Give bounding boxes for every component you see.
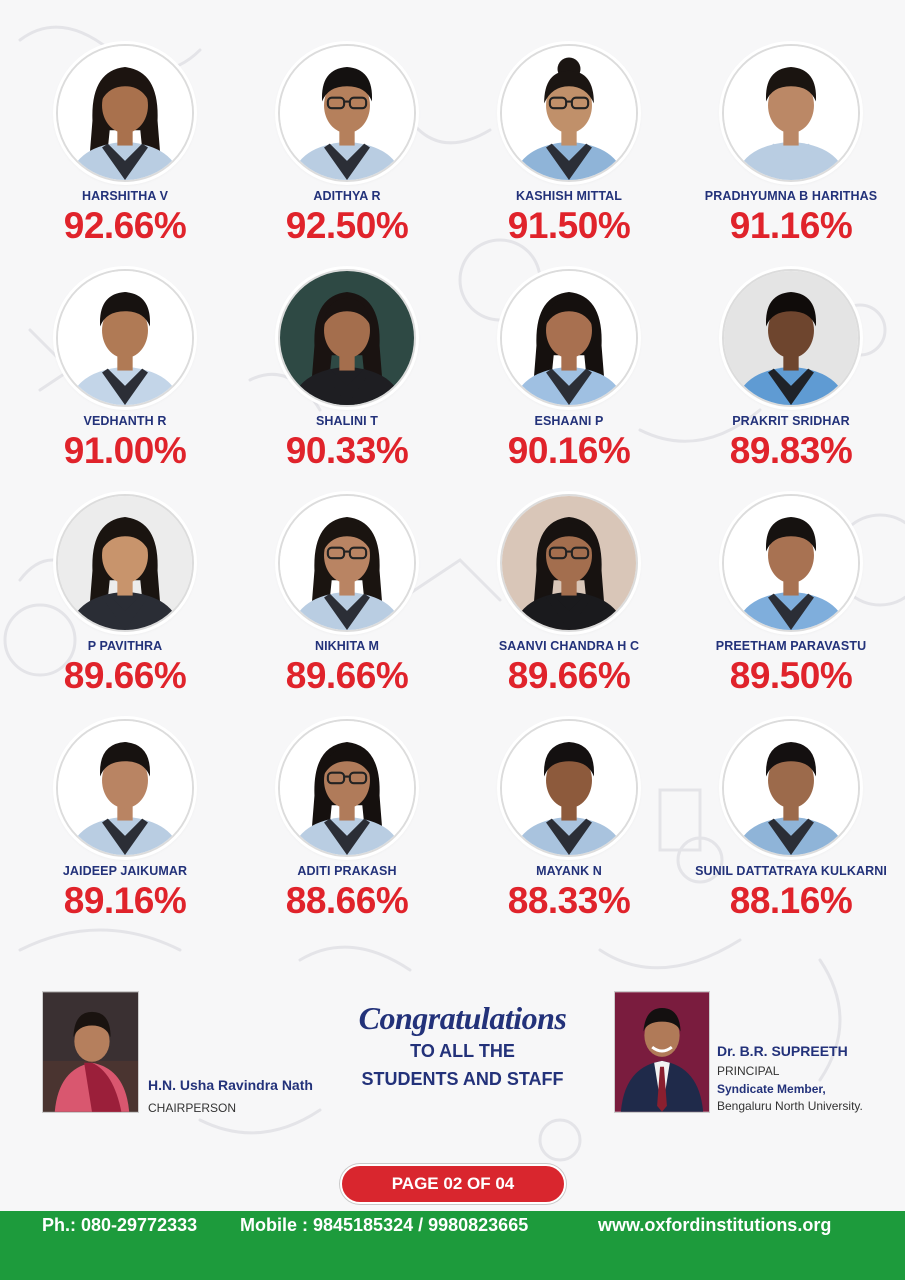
student-name: PRAKRIT SRIDHAR [732,414,850,428]
student-name: PREETHAM PARAVASTU [715,639,867,653]
chairperson-photo [42,991,139,1113]
principal-photo [614,991,710,1113]
student-card [458,719,680,944]
student-photo [500,269,638,407]
student-name: JAIDEEP JAIKUMAR [62,864,188,878]
student-photo [722,494,860,632]
student-photo [56,719,194,857]
student-name: ADITHYA R [313,189,381,203]
student-percentage: 92.50% [285,205,409,246]
student-photo [56,494,194,632]
student-percentage: 89.83% [729,430,853,471]
principal-role: PRINCIPAL [717,1064,780,1078]
congratulations-title: Congratulations [358,1000,567,1036]
student-photo [278,269,416,407]
student-photo [278,44,416,182]
student-grid [14,44,902,944]
student-photo [500,719,638,857]
student-photo [722,269,860,407]
chairperson-role: CHAIRPERSON [148,1101,237,1115]
principal-university: Bengaluru North University. [717,1099,863,1113]
congratulations-line-1: TO ALL THE [410,1041,515,1061]
student-photo [56,44,194,182]
student-photo [722,44,860,182]
principal-name: Dr. B.R. SUPREETH [717,1043,848,1059]
student-percentage: 89.66% [63,655,187,696]
student-name: KASHISH MITTAL [515,189,623,203]
student-card [680,269,902,494]
student-percentage: 90.33% [285,430,409,471]
student-name: SHALINI T [315,414,378,428]
page-indicator: PAGE 02 OF 04 [340,1164,566,1204]
chairperson-name: H.N. Usha Ravindra Nath [148,1077,313,1093]
student-percentage: 88.33% [507,880,631,921]
student-name: NIKHITA M [314,639,380,653]
footer-website[interactable]: www.oxfordinstitutions.org [598,1215,832,1235]
student-name: P PAVITHRA [87,639,163,653]
student-name: PRADHYUMNA B HARITHAS [704,189,878,203]
student-name: HARSHITHA V [81,189,169,203]
congratulations-block [330,1000,595,1093]
student-photo [56,269,194,407]
student-percentage: 89.66% [285,655,409,696]
student-card [680,719,902,944]
student-percentage: 90.16% [507,430,631,471]
student-name: SAANVI CHANDRA H C [498,639,640,653]
student-photo [278,719,416,857]
student-photo [722,719,860,857]
student-card [458,44,680,269]
student-percentage: 89.50% [729,655,853,696]
student-card [236,494,458,719]
student-card [236,269,458,494]
student-percentage: 92.66% [63,205,187,246]
student-card [236,44,458,269]
student-photo [500,494,638,632]
student-card [680,494,902,719]
student-card [680,44,902,269]
student-card [14,494,236,719]
student-name: VEDHANTH R [83,414,167,428]
student-name: MAYANK N [536,864,602,878]
student-percentage: 88.66% [285,880,409,921]
student-card [14,44,236,269]
student-card [14,269,236,494]
student-card [458,269,680,494]
student-photo [500,44,638,182]
principal-syndicate: Syndicate Member, [717,1082,826,1096]
student-card [458,494,680,719]
student-percentage: 91.00% [63,430,187,471]
student-percentage: 91.16% [729,205,853,246]
footer-mobile: Mobile : 9845185324 / 9980823665 [240,1215,529,1235]
congratulations-line-2: STUDENTS AND STAFF [361,1069,564,1089]
footer-phone: Ph.: 080-29772333 [42,1215,198,1235]
student-percentage: 89.66% [507,655,631,696]
student-card [236,719,458,944]
student-card [14,719,236,944]
student-name: ESHAANI P [534,414,604,428]
footer-bar [0,1211,905,1280]
student-percentage: 91.50% [507,205,631,246]
student-percentage: 88.16% [729,880,853,921]
student-name: ADITI PRAKASH [297,864,397,878]
student-photo [278,494,416,632]
student-percentage: 89.16% [63,880,187,921]
student-name: SUNIL DATTATRAYA KULKARNI [695,864,887,878]
